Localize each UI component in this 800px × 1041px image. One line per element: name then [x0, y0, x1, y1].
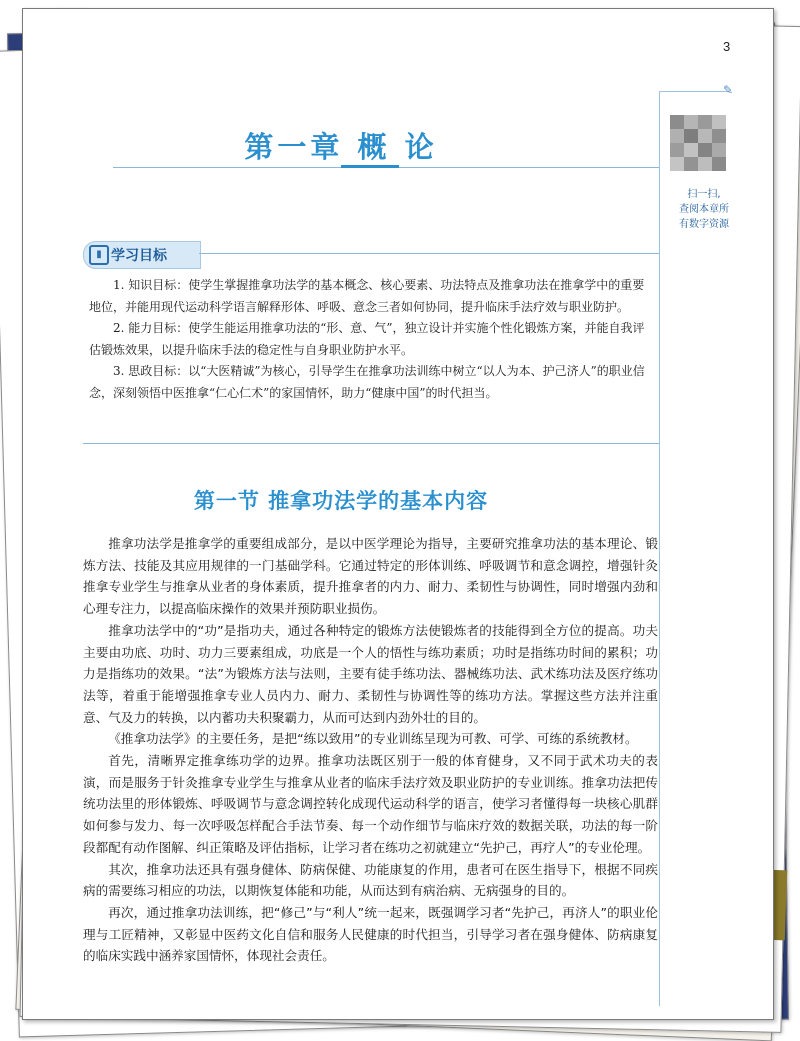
paragraph: 首先，清晰界定推拿练功学的边界。推拿功法既区别于一般的体育健身，又不同于武术功夫的表演，而是服务于针灸推拿专业学生与推拿从业者的临床手法疗效及职业防护的专业训练。推拿功法把传统功法里的形体锻炼、呼吸调节与意念调控转化成现代运动科学的语言，使学习者懂得每一块核心肌群如何参与发力、每一次呼吸怎样配合手法节奏、每一个动作细节与临床疗效的数据关联，功法的每一阶段都配有动作图解、纠正策略及评估指标，让学习者在练功之初就建立“先护己，再疗人”的专业伦理。: [83, 753, 658, 855]
paragraph: 《推拿功法学》的主要任务，是把“练以致用”的专业训练呈现为可教、可学、可练的系统教材。: [108, 731, 638, 747]
chapter-title: 第一章 概 论: [244, 130, 438, 164]
book-page: [22, 8, 774, 1020]
paragraph: 推拿功法学中的“功”是指功夫，通过各种特定的锻炼方法使锻炼者的技能得到全方位的提高。功夫主要由功底、功时、功力三要素组成，功底是一个人的悟性与练功素质；功时是指练功时间的累积；功力是指练功的效果。“法”为锻炼方法与法则，主要有徒手练功法、器械练功法、武术练功法及医疗练功法等，着重于能增强推拿专业人员内力、耐力、柔韧性与协调性等的练功方法。掌握这些方法并注重意、气及力的转换，以内蓄功夫积聚霸力，从而可达到内劲外壮的目的。: [83, 622, 658, 725]
objectives-heading: 学习目标: [111, 248, 167, 264]
qr-caption-line: 查阅本章所: [679, 204, 729, 215]
margin-rule: [659, 91, 660, 1006]
page-number: 3: [723, 39, 731, 54]
chapter-rule-accent: [341, 165, 399, 168]
section-body: [83, 533, 658, 967]
paragraph: 再次，通过推拿功法训练，把“修己”与“利人”统一起来，既强调学习者“先护己，再济人”的职业伦理与工匠精神，又彰显中医药文化自信和服务人民健康的时代担当，引导学习者在强身健体、防病康复的临床实践中涵养家国情怀，体现社会责任。: [83, 904, 658, 964]
paragraph: 其次，推拿功法还具有强身健体、防病保健、功能康复的作用，患者可在医生指导下，根据不同疾病的需要练习相应的功法，以期恢复体能和功能，从而达到有病治病、无病强身的目的。: [83, 861, 658, 899]
section-title: 第一节 推拿功法学的基本内容: [193, 489, 489, 513]
objectives-rule: [199, 253, 659, 254]
objective-item: 1. 知识目标：使学生掌握推拿功法学的基本概念、核心要素、功法特点及推拿功法在推拿学中的重要地位，并能用现代运动科学语言解释形体、呼吸、意念三者如何协同，提升临床手法疗效与职业防护。: [89, 278, 645, 314]
qr-caption-line: 有数字资源: [679, 219, 729, 230]
qr-caption: [663, 187, 745, 232]
margin-rule-top: [659, 91, 729, 92]
objective-item: 2. 能力目标：使学生能运用推拿功法的“形、意、气”，独立设计并实施个性化锻炼方案，并能自我评估锻炼效果，以提升临床手法的稳定性与自身职业防护水平。: [89, 321, 645, 357]
qr-code[interactable]: [670, 115, 726, 171]
paragraph: 推拿功法学是推拿学的重要组成部分，是以中医学理论为指导，主要研究推拿功法的基本理论、锻炼方法、技能及其应用规律的一门基础学科。它通过特定的形体训练、呼吸调节和意念调控，增强针灸推拿专业学生与推拿从业者的身体素质，提升推拿者的内力、耐力、柔韧性与协调性，同时增强内劲和心理专注力，以提高临床操作的效果并预防职业损伤。: [83, 536, 658, 617]
pen-icon: ✎: [723, 83, 734, 97]
objectives-rule-bottom: [83, 443, 659, 444]
objective-item: 3. 思政目标：以“大医精诚”为核心，引导学生在推拿功法训练中树立“以人为本、护己济人”的职业信念，深刻领悟中医推拿“仁心仁术”的家国情怀，助力“健康中国”的时代担当。: [89, 364, 645, 400]
qr-caption-line: 扫一扫,: [687, 189, 721, 200]
book-icon: ▮: [89, 245, 109, 265]
objectives-list: [89, 275, 649, 404]
